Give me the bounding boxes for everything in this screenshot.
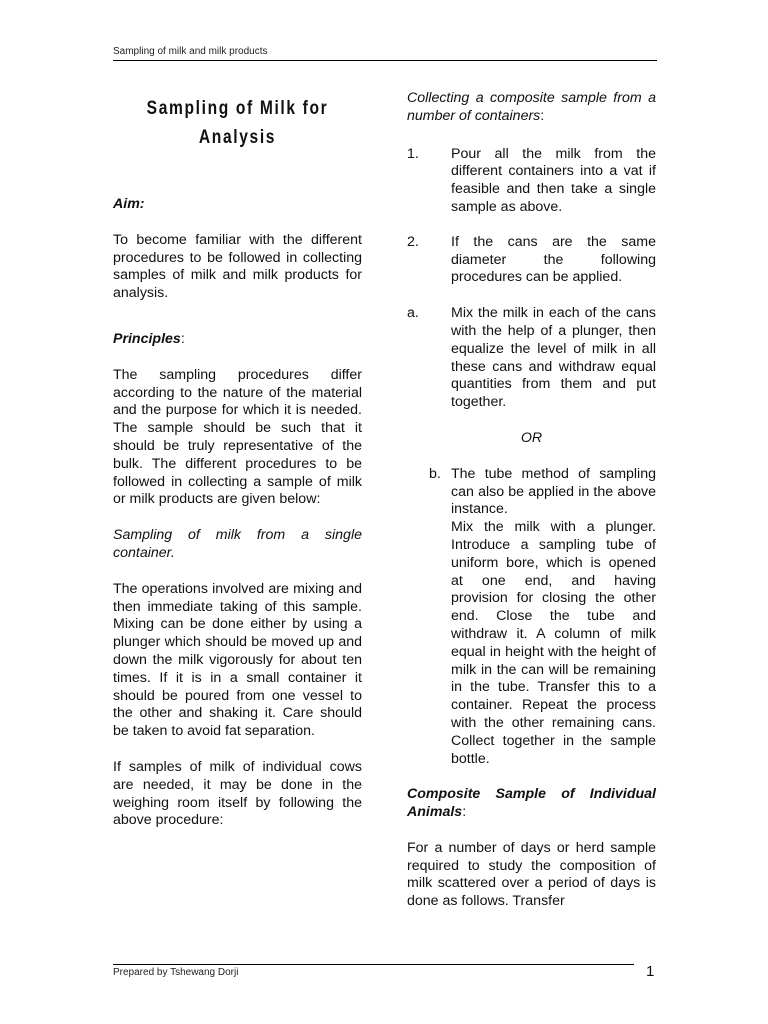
operations-text: The operations involved are mixing and then immediate taking of this sample. Mixing can be done either by using a plunger which should be moved up and down the milk vigorously for about ten times. If it is in a small container it should be poured from one vessel to the other and shaking it. Care should be taken to avoid fat separation. (113, 580, 362, 740)
or-separator: OR (520, 429, 543, 446)
list-item-number: 1. (407, 145, 419, 162)
list-item-number: 2. (407, 233, 419, 250)
composite-heading-line (407, 90, 656, 126)
running-title: Sampling of milk and milk products (113, 46, 268, 57)
page-footer (113, 964, 634, 978)
title-line-2: Analysis (198, 127, 277, 148)
individual-animals-heading: Composite Sample of Individual Animals (407, 786, 656, 821)
herd-sample-text: For a number of days or herd sample required to study the composition of milk scattered over a period of days is done as follows. Transfer (407, 839, 656, 910)
principles-colon: : (180, 330, 185, 347)
page-number: 1 (646, 963, 655, 980)
individual-cows-text: If samples of milk of individual cows are needed, it may be done in the weighing room itself by following the above procedure: (113, 758, 362, 829)
document-title (135, 94, 339, 152)
aim-heading: Aim: (113, 196, 145, 212)
prepared-by: Prepared by Tshewang Dorji (113, 967, 239, 978)
left-column (113, 90, 362, 830)
list-item (407, 466, 656, 769)
list-item (407, 305, 656, 412)
list-item (407, 234, 656, 287)
list-item-number: b. (429, 465, 441, 482)
right-column (407, 90, 656, 911)
principles-text: The sampling procedures differ according to the nature of the material and the purpose for which it is needed. The sample should be such that it should be truly representative of the bulk. The different procedures to be followed in collecting a sample of milk or milk products are given below: (113, 366, 362, 508)
list-item-number: a. (407, 305, 419, 322)
list-item (407, 146, 656, 217)
list-item-text-continued: Mix the milk with a plunger. Introduce a sampling tube of uniform bore, which is opened at one end, and having provision for closing the other end. Close the tube and withdraw it. A column of milk equal in height with the height of milk in the can will be remaining in the tube. Transfer this to a container. Repeat the process with the other remaining cans. Collect together in the sample bottle. (451, 519, 656, 767)
title-line-1: Sampling of Milk for (146, 98, 329, 119)
composite-heading: Collecting a composite sample from a number of containers (407, 90, 656, 124)
single-container-heading: Sampling of milk from a single container. (113, 527, 362, 561)
list-item-text: If the cans are the same diameter the following procedures can be applied. (451, 233, 656, 286)
aim-text: To become familiar with the different procedures to be followed in collecting samples of milk and milk products for analysis. (113, 231, 362, 302)
composite-colon: : (540, 107, 545, 124)
list-item-text: Mix the milk in each of the cans with the help of a plunger, then equalize the level of milk in all these cans and withdraw equal quantities from them and put together. (451, 305, 656, 411)
individual-heading-line (407, 786, 656, 822)
running-header (113, 46, 657, 61)
list-item-text: The tube method of sampling can also be applied in the above instance. (451, 465, 656, 518)
principles-heading: Principles (113, 330, 181, 347)
principles-heading-line (113, 331, 362, 349)
individual-colon: : (462, 804, 467, 821)
list-item-text: Pour all the milk from the different containers into a vat if feasible and then take a single sample as above. (451, 145, 656, 215)
